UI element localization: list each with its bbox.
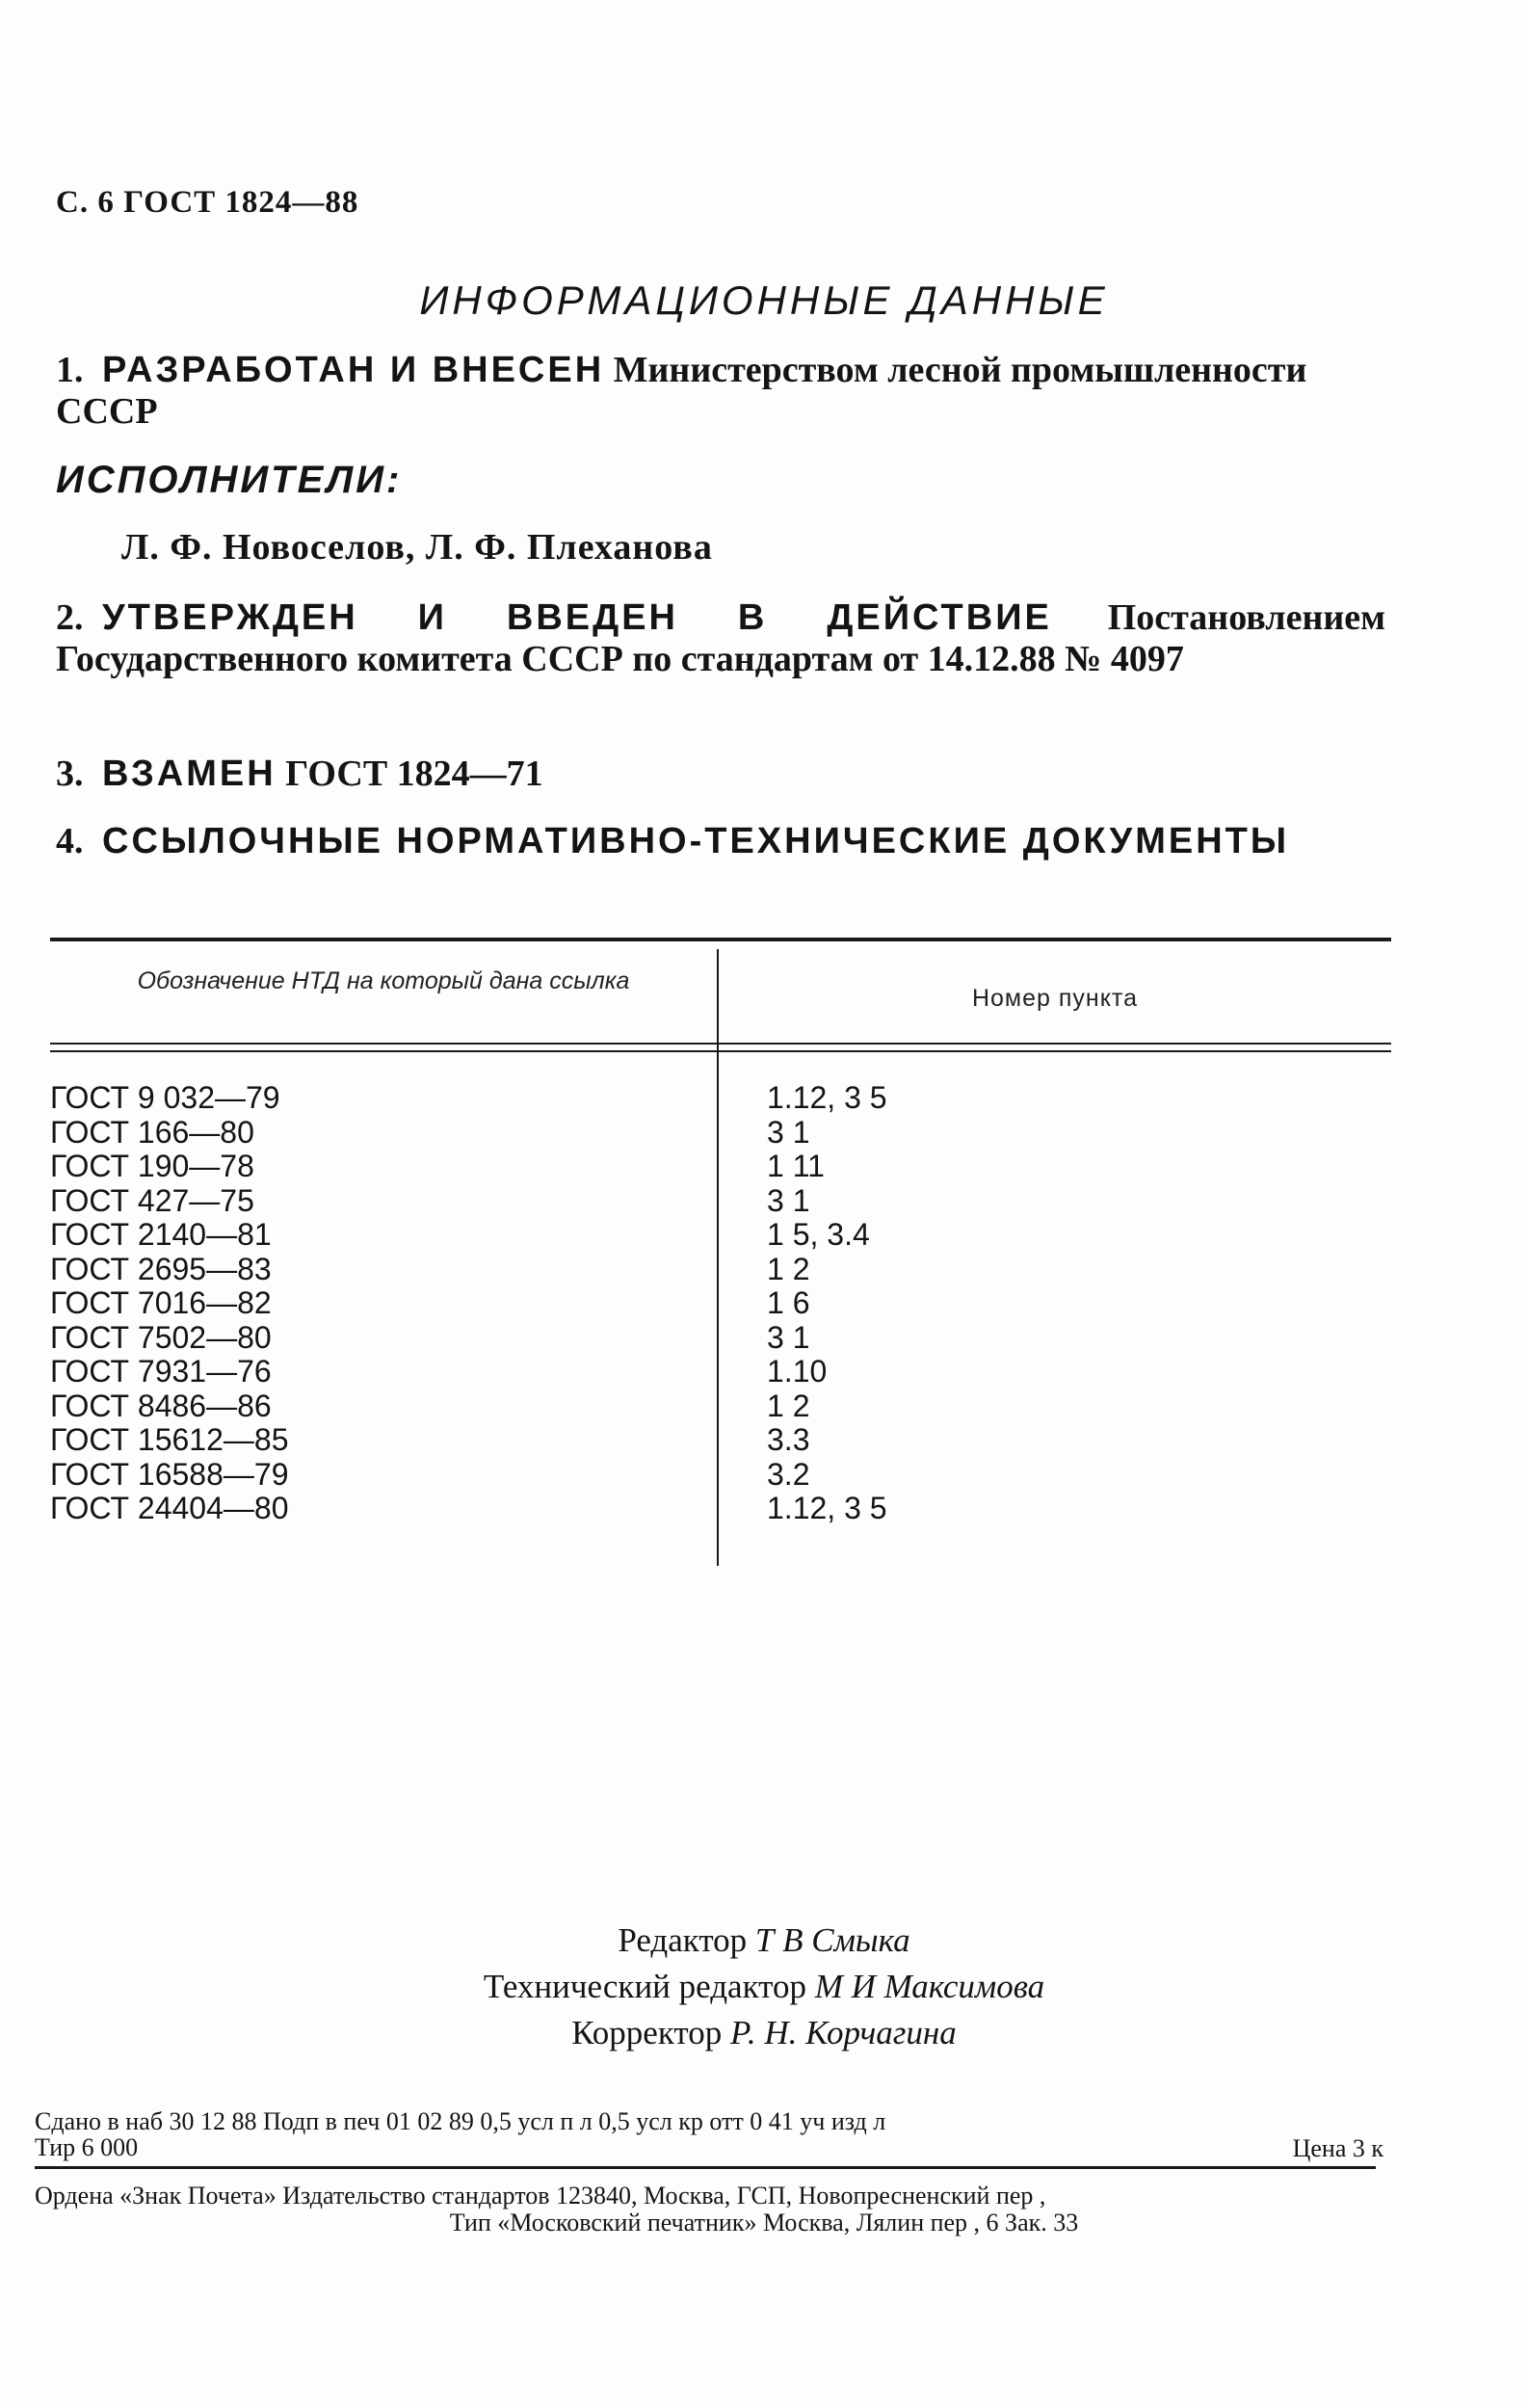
referenced-doc: ГОСТ 2695—83 bbox=[50, 1251, 272, 1286]
clause-number: 1 2 bbox=[767, 1251, 810, 1286]
page-header: С. 6 ГОСТ 1824—88 bbox=[56, 185, 359, 220]
clause-number: 1.12, 3 5 bbox=[767, 1080, 887, 1115]
item-text: Постановлением Государственного комитета СССР по стандартам от 14.12.88 № 4097 bbox=[56, 597, 1385, 679]
item-number: 3. bbox=[56, 754, 84, 794]
performers-names: Л. Ф. Новоселов, Л. Ф. Плеханова bbox=[121, 527, 713, 568]
item-replaces bbox=[56, 754, 543, 795]
table-header-clauses: Номер пункта bbox=[971, 985, 1139, 1012]
credit-name: М И Максимова bbox=[814, 1968, 1045, 2005]
referenced-doc: ГОСТ 15612—85 bbox=[50, 1422, 289, 1457]
clause-number: 3.3 bbox=[767, 1422, 810, 1457]
publisher-line: Ордена «Знак Почета» Издательство стандартов 123840, Москва, ГСП, Новопресненский пер , bbox=[35, 2182, 1046, 2210]
clause-number: 1.10 bbox=[767, 1354, 828, 1389]
referenced-doc: ГОСТ 24404—80 bbox=[50, 1491, 289, 1525]
item-text: ГОСТ 1824—71 bbox=[285, 754, 543, 794]
referenced-docs-list bbox=[50, 1081, 686, 1526]
imprint-price: Цена 3 к bbox=[1292, 2134, 1383, 2162]
referenced-doc: ГОСТ 7502—80 bbox=[50, 1319, 272, 1355]
item-heading: РАЗРАБОТАН И ВНЕСЕН bbox=[102, 350, 605, 390]
referenced-doc: ГОСТ 2140—81 bbox=[50, 1217, 272, 1252]
clause-numbers-list bbox=[767, 1081, 1345, 1526]
document-title: ИНФОРМАЦИОННЫЕ ДАННЫЕ bbox=[419, 278, 1109, 323]
credit-name: Т В Смыка bbox=[754, 1921, 910, 1959]
item-heading: ВЗАМЕН bbox=[102, 754, 277, 794]
credit-label: Редактор bbox=[618, 1921, 748, 1959]
referenced-doc: ГОСТ 427—75 bbox=[50, 1182, 254, 1218]
imprint-line: Сдано в наб 30 12 88 Подп в печ 01 02 89 0,5 усл п л 0,5 усл кр отт 0 41 уч изд л bbox=[35, 2107, 886, 2135]
referenced-doc: ГОСТ 190—78 bbox=[50, 1149, 254, 1183]
clause-number: 1 5, 3.4 bbox=[767, 1217, 870, 1252]
credit-tech-editor bbox=[0, 1964, 1528, 2009]
credit-corrector bbox=[0, 2010, 1528, 2055]
imprint-rule bbox=[35, 2166, 1376, 2169]
credit-name: Р. Н. Корчагина bbox=[729, 2014, 957, 2051]
clause-number: 3 1 bbox=[767, 1182, 810, 1218]
item-number: 4. bbox=[56, 821, 84, 861]
imprint-circulation: Тир 6 000 bbox=[35, 2133, 139, 2161]
credit-editor bbox=[0, 1918, 1528, 1963]
referenced-doc: ГОСТ 166—80 bbox=[50, 1114, 254, 1150]
table-header-rule bbox=[50, 1050, 1391, 1052]
item-text: Министерством лесной промышленности СССР bbox=[56, 350, 1307, 432]
referenced-doc: ГОСТ 7016—82 bbox=[50, 1285, 272, 1320]
credit-label: Корректор bbox=[571, 2014, 723, 2051]
item-number: 2. bbox=[56, 597, 84, 638]
clause-number: 1 6 bbox=[767, 1285, 810, 1320]
item-developed bbox=[56, 350, 1385, 433]
clause-number: 3.2 bbox=[767, 1456, 810, 1492]
item-heading: УТВЕРЖДЕН И ВВЕДЕН В ДЕЙСТВИЕ bbox=[102, 597, 1052, 638]
item-number: 1. bbox=[56, 350, 84, 390]
item-references bbox=[56, 821, 1385, 862]
clause-number: 3 1 bbox=[767, 1114, 810, 1150]
table-header-docs: Обозначение НТД на который дана ссылка bbox=[137, 967, 630, 994]
referenced-doc: ГОСТ 16588—79 bbox=[50, 1456, 289, 1492]
item-heading: ССЫЛОЧНЫЕ НОРМАТИВНО-ТЕХНИЧЕСКИЕ ДОКУМЕНТЫ bbox=[102, 821, 1290, 861]
printer-line: Тип «Московский печатник» Москва, Лялин пер , 6 Зак. 33 bbox=[449, 2209, 1079, 2236]
clause-number: 1.12, 3 5 bbox=[767, 1491, 887, 1525]
clause-number: 1 2 bbox=[767, 1388, 810, 1423]
clause-number: 3 1 bbox=[767, 1319, 810, 1355]
item-approved bbox=[56, 597, 1385, 680]
referenced-doc: ГОСТ 8486—86 bbox=[50, 1388, 272, 1423]
table-column-divider bbox=[717, 949, 719, 1566]
referenced-doc: ГОСТ 7931—76 bbox=[50, 1354, 272, 1389]
clause-number: 1 11 bbox=[767, 1149, 825, 1183]
credit-label: Технический редактор bbox=[483, 1968, 806, 2005]
table-top-rule bbox=[50, 938, 1391, 941]
performers-label: ИСПОЛНИТЕЛИ: bbox=[56, 459, 403, 501]
table-header-rule bbox=[50, 1043, 1391, 1045]
referenced-doc: ГОСТ 9 032—79 bbox=[50, 1080, 280, 1115]
